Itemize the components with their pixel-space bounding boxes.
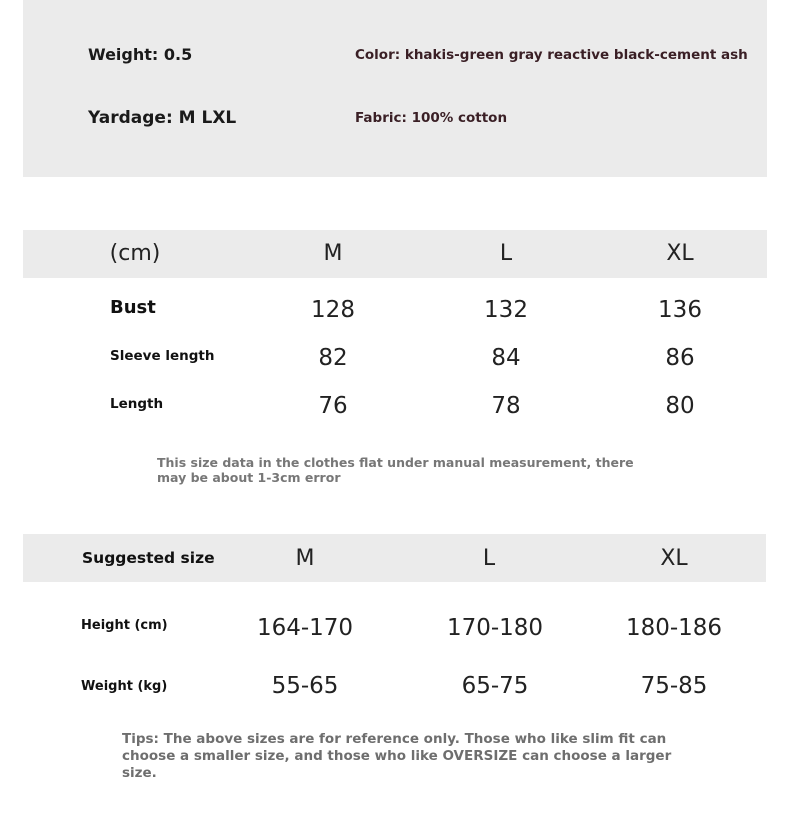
table-cell: 76	[318, 393, 348, 419]
table-cell: 180-186	[625, 615, 723, 641]
row-label-sleeve-length: Sleeve length	[110, 348, 215, 364]
row-label-height: Height (cm)	[81, 618, 168, 633]
table-cell: 86	[665, 345, 695, 371]
color-text: Color: khakis-green gray reactive black-cement ash	[355, 47, 748, 63]
table-cell: 164-170	[256, 615, 354, 641]
table-cell: 78	[491, 393, 521, 419]
yardage-text: Yardage: M LXL	[88, 108, 237, 128]
suggested-col-l: L	[482, 546, 496, 571]
table-cell: 82	[318, 345, 348, 371]
measurement-note: This size data in the clothes flat under manual measurement, there may be about 1-3cm error	[157, 455, 634, 485]
tips-text: Tips: The above sizes are for reference only. Those who like slim fit can choose a smaller size, and those who like OVERSIZE can choose a larger size.	[122, 731, 672, 781]
unit-label: (cm)	[109, 241, 161, 266]
suggested-col-xl: XL	[660, 546, 688, 571]
suggested-col-m: M	[295, 546, 315, 571]
size-col-l: L	[499, 241, 513, 266]
fabric-text: Fabric: 100% cotton	[355, 110, 508, 126]
table-cell: 128	[311, 297, 355, 323]
size-col-xl: XL	[666, 241, 694, 266]
table-cell: 136	[658, 297, 702, 323]
suggested-size-title: Suggested size	[82, 549, 215, 567]
row-label-length: Length	[110, 396, 164, 412]
product-info-panel	[23, 0, 767, 177]
table-cell: 80	[665, 393, 695, 419]
table-cell: 55-65	[271, 673, 339, 699]
table-cell: 132	[484, 297, 528, 323]
weight-text: Weight: 0.5	[88, 45, 193, 64]
size-col-m: M	[323, 241, 343, 266]
table-cell: 84	[491, 345, 521, 371]
table-cell: 75-85	[640, 673, 708, 699]
table-cell: 170-180	[446, 615, 544, 641]
row-label-bust: Bust	[110, 297, 156, 318]
table-cell: 65-75	[461, 673, 529, 699]
row-label-weight: Weight (kg)	[81, 679, 168, 694]
